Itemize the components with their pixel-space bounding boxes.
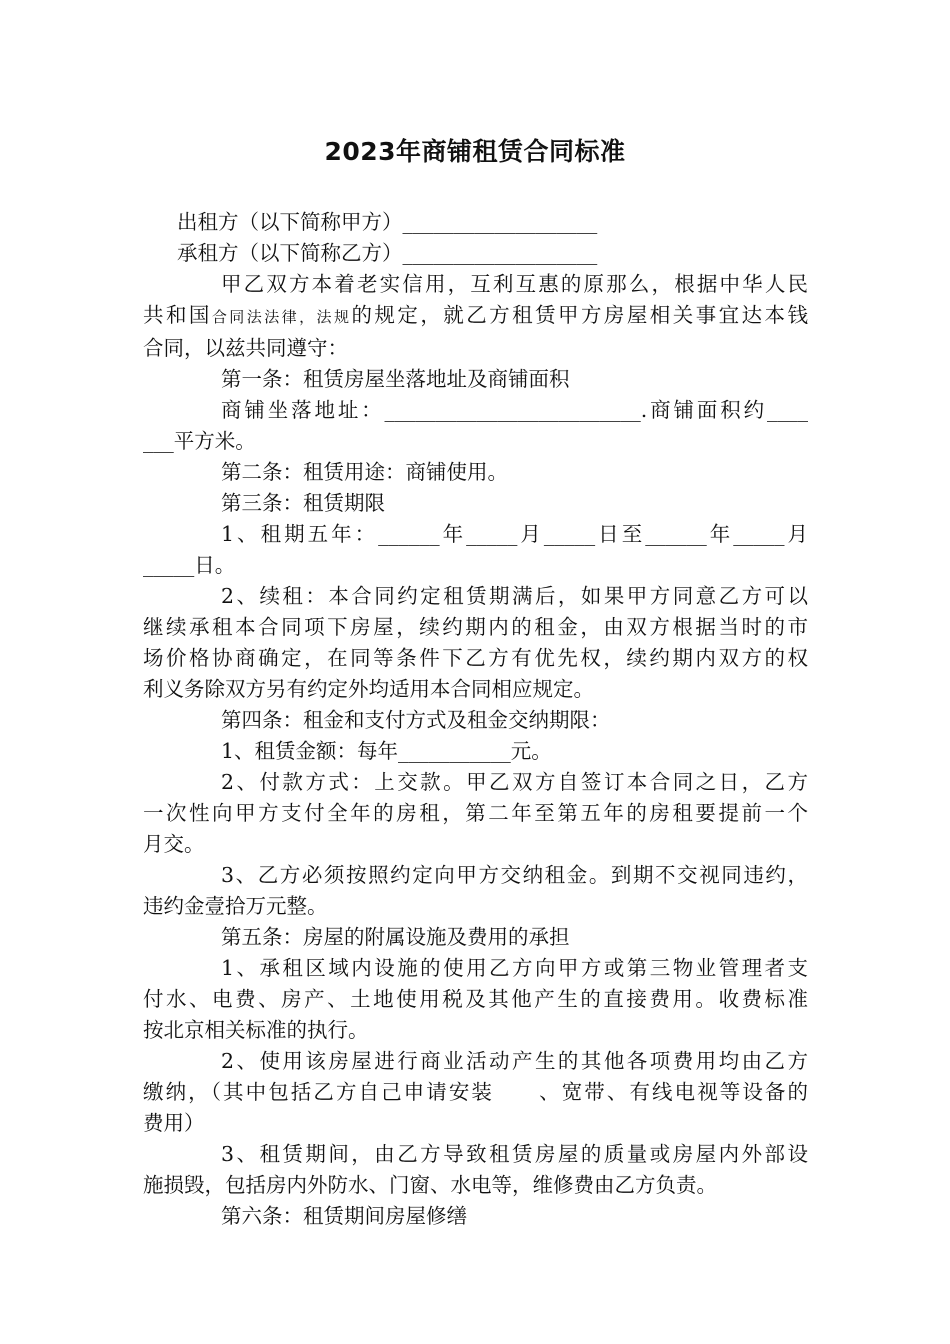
- law-reference: 合同法法律，法规: [211, 308, 352, 326]
- document-title: 2023年商铺租赁合同标准: [324, 137, 626, 166]
- preamble-line: 甲乙双方本着老实信用，互利互惠的原那么，根据中华人民: [221, 272, 808, 296]
- article-heading: 第一条：租赁房屋坐落地址及商铺面积: [221, 367, 570, 391]
- clause-line: 一次性向甲方支付全年的房租，第二年至第五年的房租要提前一个: [143, 801, 808, 825]
- lessee-line: 承租方（以下简称乙方）___________________: [177, 241, 598, 265]
- preamble-line: 合同，以兹共同遵守：: [143, 336, 348, 360]
- clause-line: 付水、电费、房产、土地使用税及其他产生的直接费用。收费标准: [143, 987, 808, 1011]
- clause-line: 3、乙方必须按照约定向甲方交纳租金。到期不交视同违约，: [221, 863, 808, 887]
- clause-line: 2、续租：本合同约定租赁期满后，如果甲方同意乙方可以: [221, 584, 808, 608]
- clause-line: 2、使用该房屋进行商业活动产生的其他各项费用均由乙方: [221, 1049, 808, 1073]
- document-body: [143, 207, 808, 1232]
- clause-line: 2、付款方式：上交款。甲乙双方自签订本合同之日，乙方: [221, 770, 808, 794]
- clause-line: 缴纳，（其中包括乙方自己申请安装 、宽带、有线电视等设备的: [143, 1080, 808, 1104]
- clause-line: 商铺坐落地址：_________________________.商铺面积约____: [221, 398, 808, 422]
- article-heading: 第三条：租赁期限: [221, 491, 385, 515]
- clause-line: 继续承租本合同项下房屋，续约期内的租金，由双方根据当时的市: [143, 615, 808, 639]
- preamble-text: 的规定，就乙方租赁甲方房屋相关事宜达本钱: [351, 303, 808, 327]
- clause-line: 3、租赁期间，由乙方导致租赁房屋的质量或房屋内外部设: [221, 1142, 808, 1166]
- clause-line: 月交。: [143, 832, 205, 856]
- clause-line: ___平方米。: [143, 429, 256, 453]
- article-heading: 第二条：租赁用途：商铺使用。: [221, 460, 508, 484]
- clause-line: 费用）: [143, 1111, 205, 1135]
- preamble-line: [143, 300, 808, 333]
- clause-line: 按北京相关标准的执行。: [143, 1018, 369, 1042]
- clause-line: 场价格协商确定，在同等条件下乙方有优先权，续约期内双方的权: [143, 646, 808, 670]
- clause-line: 施损毁，包括房内外防水、门窗、水电等，维修费由乙方负责。: [143, 1173, 717, 1197]
- clause-line: 1、承租区域内设施的使用乙方向甲方或第三物业管理者支: [221, 956, 808, 980]
- article-heading: 第五条：房屋的附属设施及费用的承担: [221, 925, 570, 949]
- article-heading: 第四条：租金和支付方式及租金交纳期限：: [221, 708, 611, 732]
- clause-line: _____日。: [143, 553, 236, 577]
- lessor-line: 出租方（以下简称甲方）___________________: [177, 210, 598, 234]
- article-heading: 第六条：租赁期间房屋修缮: [221, 1204, 467, 1228]
- clause-line: 1、租期五年：______年_____月_____日至______年_____月: [221, 522, 808, 546]
- clause-line: 违约金壹拾万元整。: [143, 894, 328, 918]
- preamble-text: 共和国: [143, 303, 212, 327]
- clause-line: 1、租赁金额：每年___________元。: [221, 739, 552, 763]
- clause-line: 利义务除双方另有约定外均适用本合同相应规定。: [143, 677, 594, 701]
